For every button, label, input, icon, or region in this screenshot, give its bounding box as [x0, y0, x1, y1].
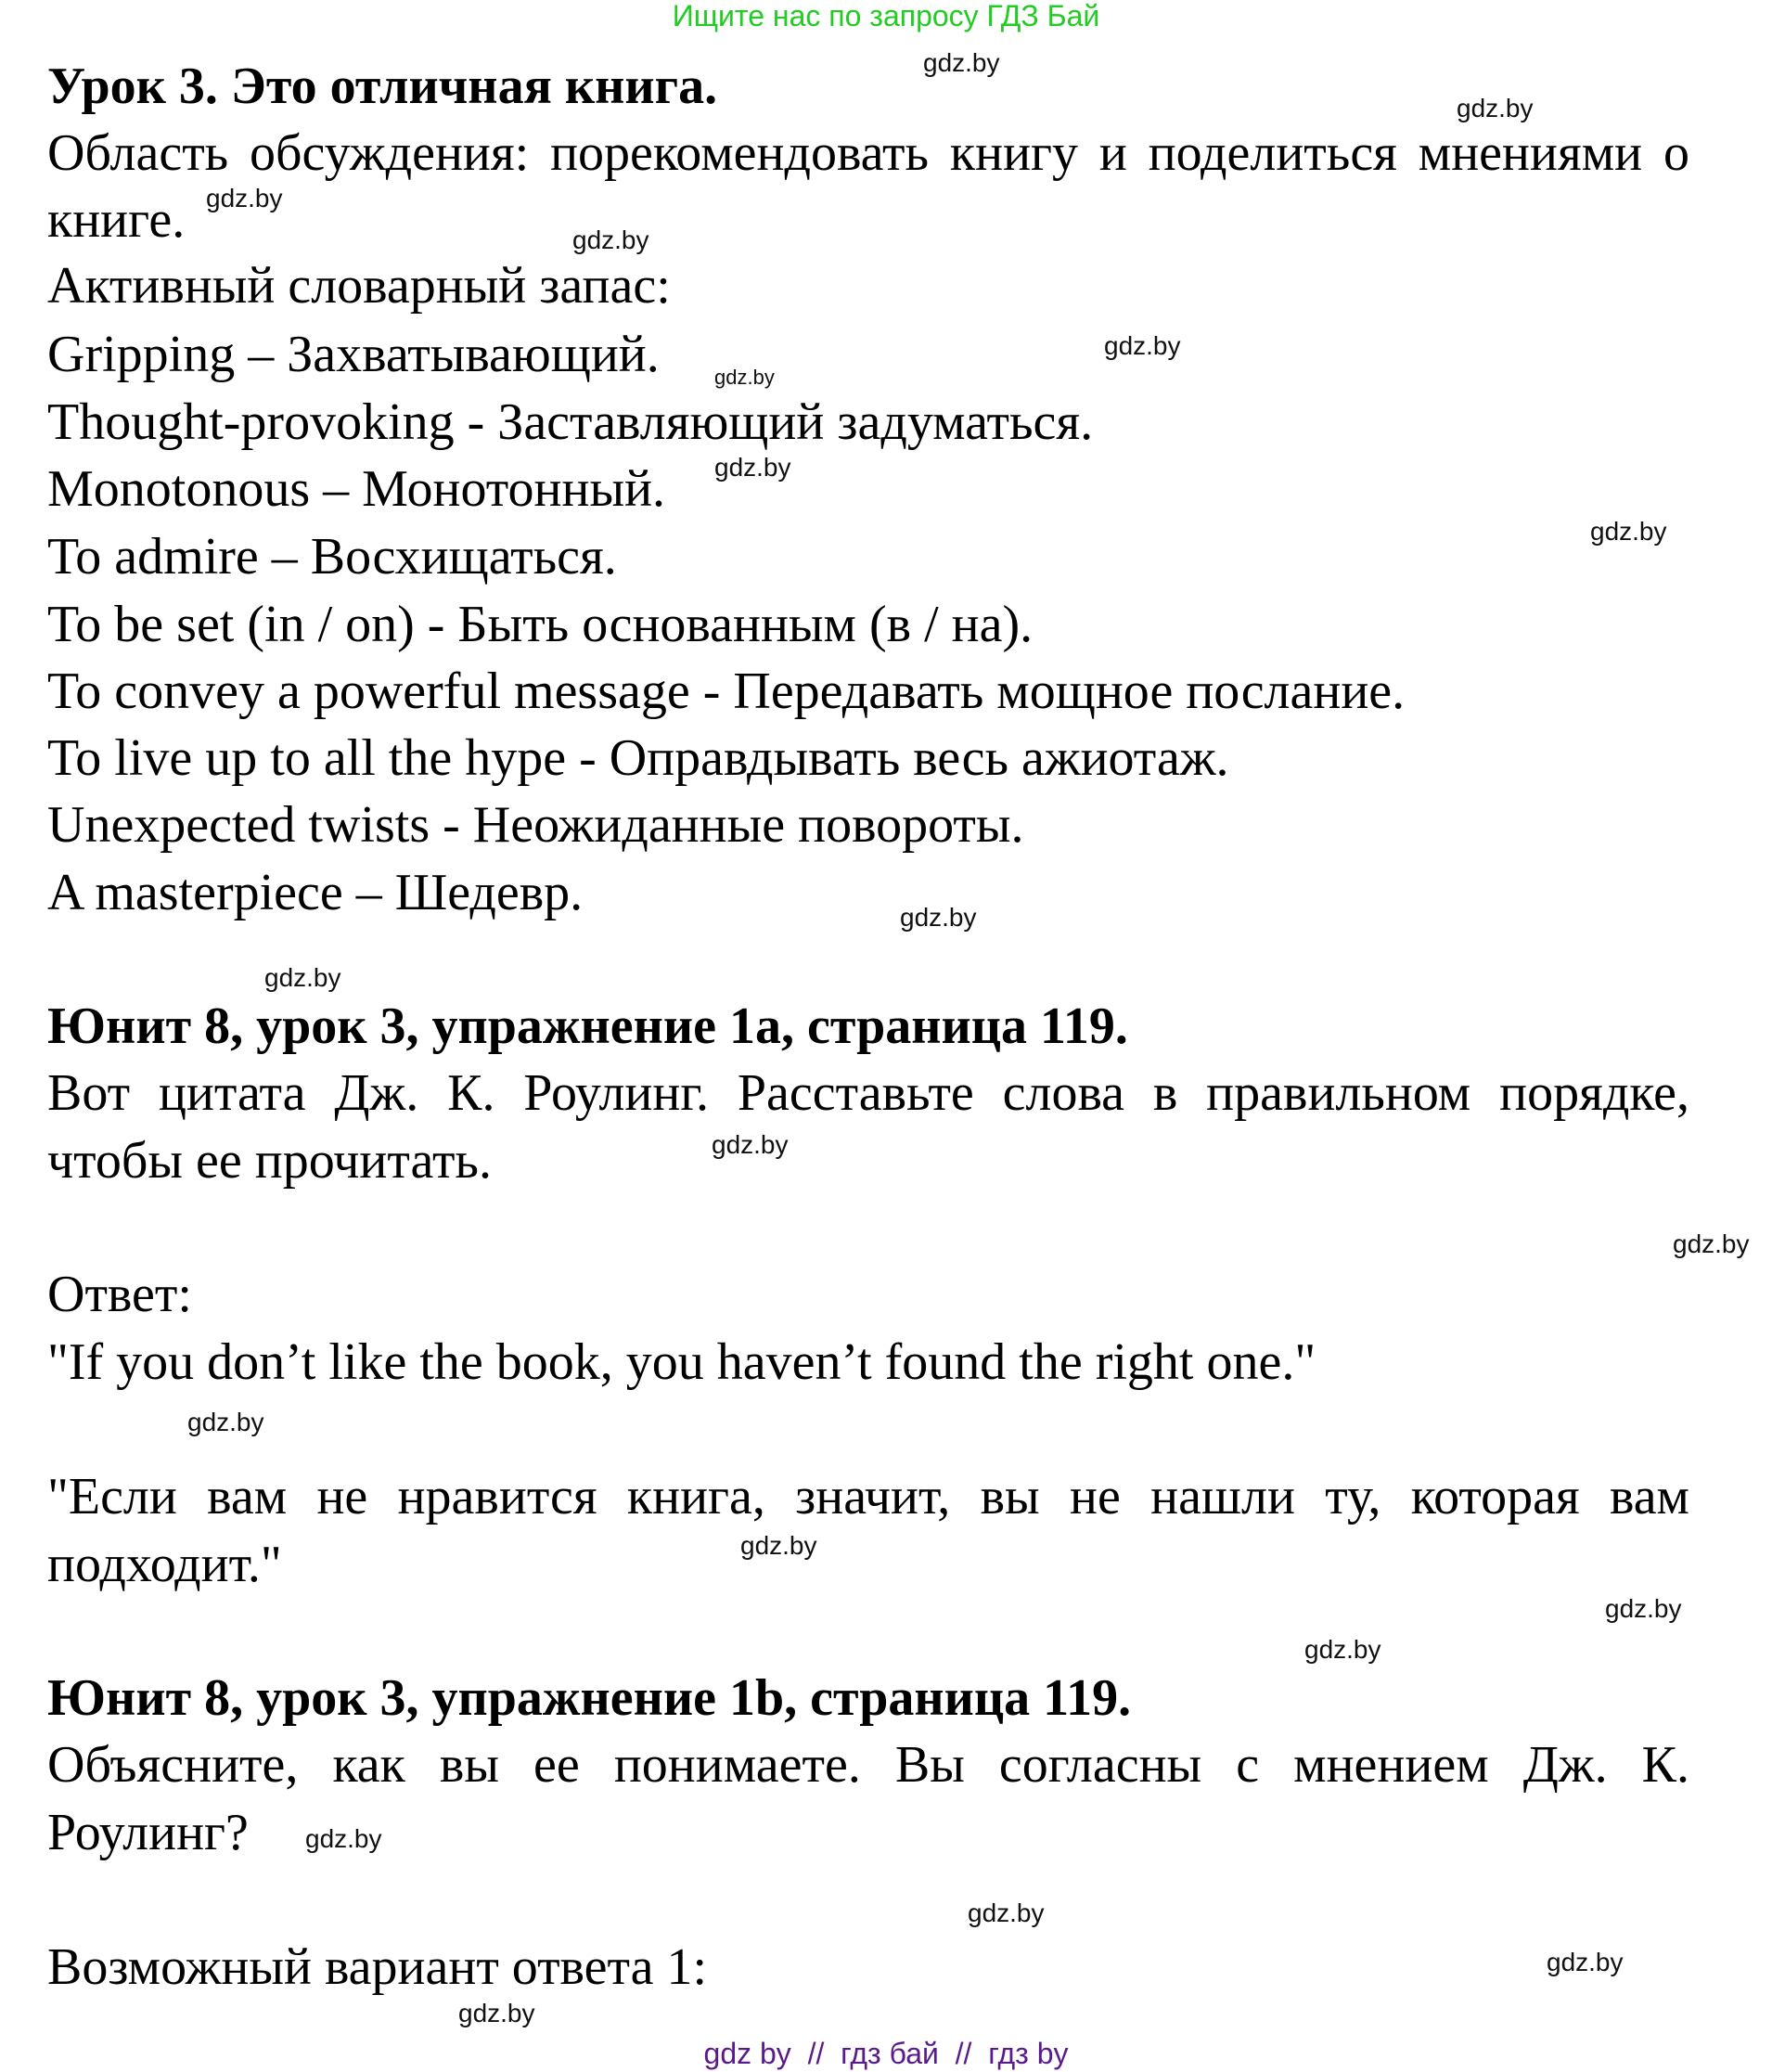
- watermark: gdz.by: [1457, 94, 1534, 122]
- watermark: gdz.by: [1104, 331, 1181, 360]
- watermark: gdz.by: [264, 963, 341, 992]
- vocab-item: To live up to all the hype - Оправдывать весь ажиотаж.: [47, 729, 1229, 787]
- watermark: gdz.by: [740, 1531, 817, 1560]
- exercise-heading: Юнит 8, урок 3, упражнение 1b, страница 119.: [47, 1669, 1132, 1727]
- vocab-item: Thought-provoking - Заставляющий задуматься.: [47, 393, 1094, 451]
- vocab-item: Monotonous – Монотонный.: [47, 460, 666, 518]
- watermark: gdz.by: [1304, 1635, 1381, 1664]
- watermark: gdz.by: [714, 453, 791, 482]
- text-line: Возможный вариант ответа 1:: [47, 1938, 708, 1996]
- vocab-item: To admire – Восхищаться.: [47, 528, 617, 586]
- watermark: gdz.by: [1605, 1594, 1682, 1623]
- answer-translation: "Если вам не нравится книга, значит, вы не нашли ту, которая вам: [47, 1468, 1689, 1525]
- vocab-item: To be set (in / on) - Быть основанным (в / на).: [47, 596, 1034, 653]
- text-line: Объясните, как вы ее понимаете. Вы согласны с мнением Дж. К.: [47, 1736, 1689, 1794]
- watermark: gdz.by: [900, 903, 977, 932]
- text-line: Активный словарный запас:: [47, 257, 671, 315]
- watermark: gdz.by: [1590, 517, 1667, 546]
- text-line: Вот цитата Дж. К. Роулинг. Расставьте слова в правильном порядке,: [47, 1064, 1689, 1122]
- watermark: gdz.by: [572, 225, 649, 254]
- vocab-item: Unexpected twists - Неожиданные повороты.: [47, 796, 1024, 854]
- exercise-heading: Юнит 8, урок 3, упражнение 1a, страница 119.: [47, 997, 1128, 1055]
- lesson-title: Урок 3. Это отличная книга.: [47, 58, 718, 115]
- watermark: gdz.by: [187, 1408, 264, 1436]
- watermark: gdz.by: [458, 1999, 535, 2027]
- watermark: gdz.by: [712, 1130, 789, 1159]
- footer-banner[interactable]: gdz by // гдз бай // гдз by: [703, 2037, 1069, 2070]
- watermark: gdz.by: [206, 184, 283, 212]
- text-line: Область обсуждения: порекомендовать книгу и поделиться мнениями о: [47, 124, 1689, 182]
- watermark: gdz.by: [1547, 1948, 1624, 1976]
- vocab-item: Gripping – Захватывающий.: [47, 326, 660, 383]
- answer-quote: "If you don’t like the book, you haven’t found the right one.": [47, 1333, 1316, 1391]
- text-line: чтобы ее прочитать.: [47, 1132, 492, 1190]
- watermark: gdz.by: [305, 1824, 382, 1853]
- watermark: gdz.by: [1673, 1229, 1750, 1258]
- text-line: Роулинг?: [47, 1804, 249, 1861]
- vocab-item: A masterpiece – Шедевр.: [47, 864, 584, 921]
- watermark: gdz.by: [923, 48, 1000, 77]
- header-banner[interactable]: Ищите нас по запросу ГДЗ Бай: [672, 0, 1100, 32]
- vocab-item: To convey a powerful message - Передавать мощное послание.: [47, 663, 1406, 720]
- text-line: книге.: [47, 191, 186, 249]
- answer-label: Ответ:: [47, 1266, 192, 1323]
- watermark: gdz.by: [714, 366, 775, 389]
- answer-translation: подходит.": [47, 1536, 282, 1593]
- watermark: gdz.by: [968, 1898, 1045, 1927]
